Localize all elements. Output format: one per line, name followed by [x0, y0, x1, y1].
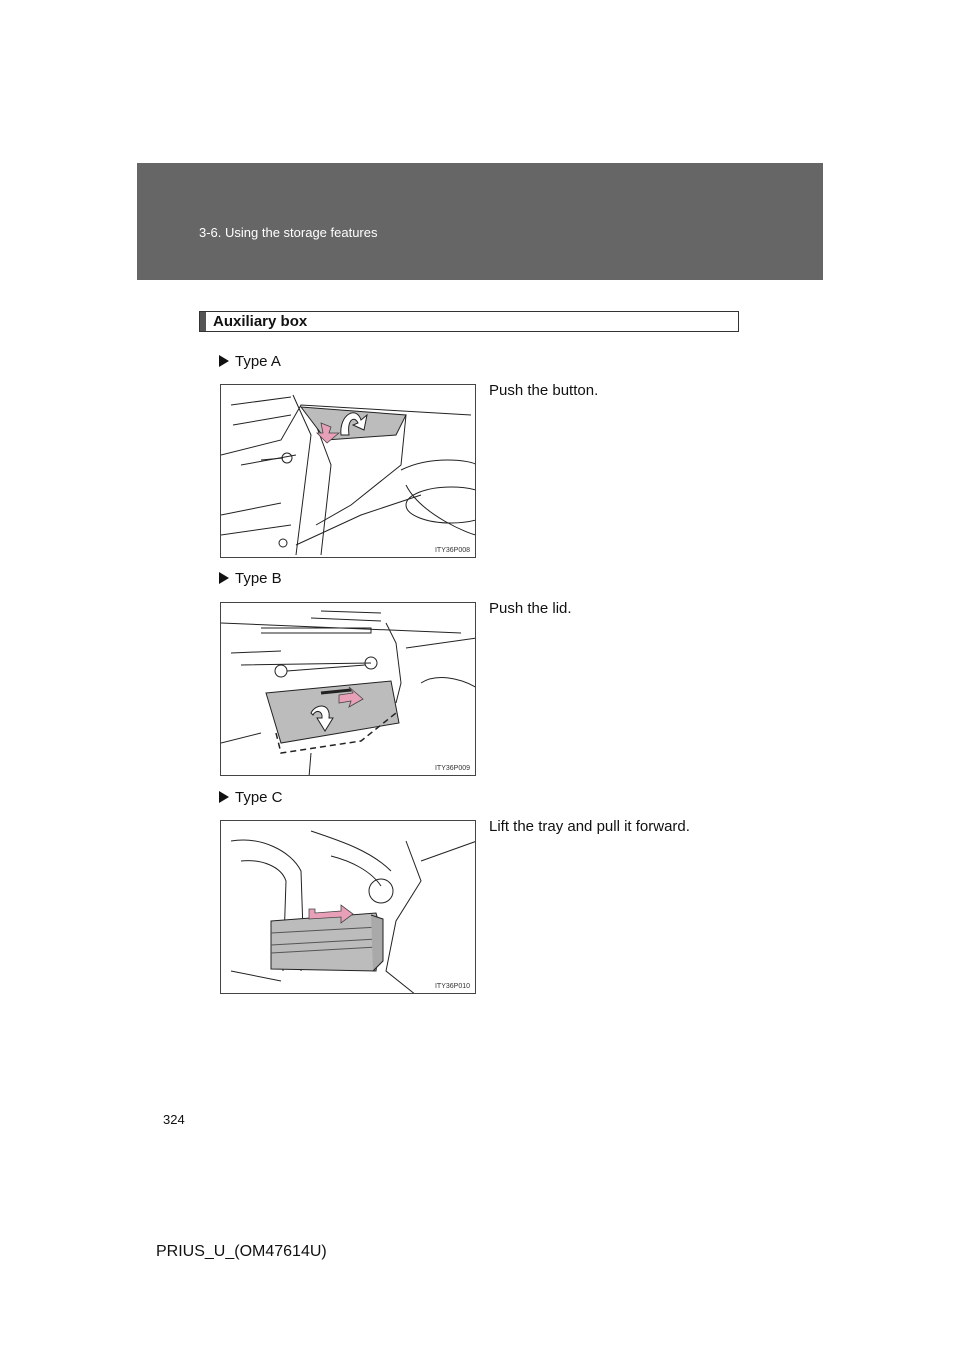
triangle-bullet-icon	[219, 572, 229, 584]
title-accent	[200, 312, 206, 331]
type-a-illustration	[220, 384, 476, 558]
section-label: 3-6. Using the storage features	[199, 225, 378, 240]
figure-code: ITY36P010	[434, 983, 470, 990]
type-a-label: Type A	[219, 353, 281, 370]
section-title-bar	[199, 311, 739, 332]
type-c-illustration	[220, 820, 476, 994]
page-number: 324	[163, 1112, 185, 1127]
type-a-instruction: Push the button.	[489, 382, 599, 399]
type-b-label: Type B	[219, 570, 282, 587]
header-band	[137, 163, 823, 280]
tray-pull-illustration	[221, 821, 476, 994]
triangle-bullet-icon	[219, 791, 229, 803]
footer-code: PRIUS_U_(OM47614U)	[156, 1243, 327, 1260]
figure-code: ITY36P009	[434, 765, 470, 772]
type-c-instruction: Lift the tray and pull it forward.	[489, 818, 690, 835]
type-c-label: Type C	[219, 789, 283, 806]
glovebox-button-illustration	[221, 385, 476, 558]
triangle-bullet-icon	[219, 355, 229, 367]
section-title: Auxiliary box	[213, 313, 308, 330]
type-b-illustration	[220, 602, 476, 776]
lid-push-illustration	[221, 603, 476, 776]
type-b-instruction: Push the lid.	[489, 600, 572, 617]
figure-code: ITY36P008	[434, 547, 470, 554]
